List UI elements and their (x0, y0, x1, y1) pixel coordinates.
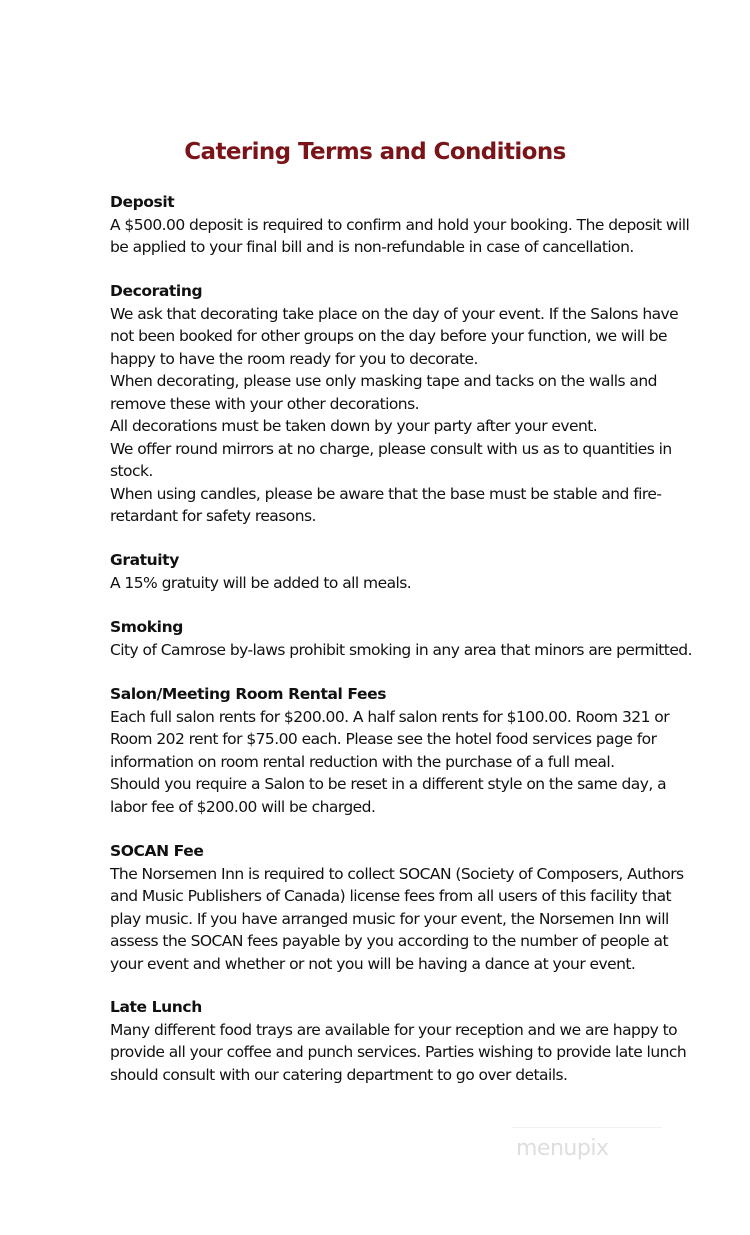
section-line: We offer round mirrors at no charge, please consult with us as to quantities in (110, 439, 672, 458)
section-gratuity (110, 549, 645, 594)
section-line: City of Camrose by-laws prohibit smoking in any area that minors are permitted. (110, 640, 692, 659)
section-line: Many different food trays are available for your reception and we are happy to (110, 1020, 678, 1039)
section-line: Room 202 rent for $75.00 each. Please see the hotel food services page for (110, 730, 657, 748)
section-heading: SOCAN Fee (110, 842, 204, 860)
section-smoking (110, 616, 692, 661)
section-line: assess the SOCAN fees payable by you according to the number of people at (110, 932, 669, 950)
section-line: provide all your coffee and punch services. Parties wishing to provide late lunch (110, 1043, 687, 1061)
section-line: retardant for safety reasons. (110, 507, 316, 525)
section-line: When decorating, please use only masking tape and tacks on the walls and (110, 372, 657, 390)
section-decorating (110, 280, 679, 528)
section-heading: Late Lunch (110, 998, 202, 1016)
section-rental-fees (110, 683, 670, 818)
section-line: should consult with our catering department to go over details. (110, 1065, 568, 1084)
watermark-logo: menupix (516, 1136, 609, 1161)
section-heading: Deposit (110, 193, 175, 211)
section-line: When using candles, please be aware that the base must be stable and fire- (110, 484, 662, 503)
section-line: stock. (110, 462, 153, 480)
section-line: A $500.00 deposit is required to confirm and hold your booking. The deposit will (110, 215, 690, 234)
section-socan-fee (110, 840, 684, 975)
section-line: and Music Publishers of Canada) license fees from all users of this facility that (110, 887, 672, 905)
section-line: A 15% gratuity will be added to all meals. (110, 573, 412, 592)
section-line: play music. If you have arranged music for your event, the Norsemen Inn will (110, 909, 669, 928)
section-line: The Norsemen Inn is required to collect SOCAN (Society of Composers, Authors (110, 864, 684, 883)
section-heading: Smoking (110, 618, 183, 636)
section-line: not been booked for other groups on the day before your function, we will be (110, 327, 668, 345)
watermark-divider (512, 1127, 662, 1128)
section-line: labor fee of $200.00 will be charged. (110, 797, 376, 816)
section-line: We ask that decorating take place on the day of your event. If the Salons have (110, 304, 679, 323)
section-line: information on room rental reduction with the purchase of a full meal. (110, 752, 615, 771)
section-line: All decorations must be taken down by your party after your event. (110, 417, 598, 435)
section-line: Each full salon rents for $200.00. A half salon rents for $100.00. Room 321 or (110, 707, 670, 726)
section-heading: Decorating (110, 282, 203, 300)
section-line: your event and whether or not you will be having a dance at your event. (110, 954, 636, 973)
section-line: Should you require a Salon to be reset in a different style on the same day, a (110, 775, 667, 793)
section-heading: Salon/Meeting Room Rental Fees (110, 685, 387, 703)
page-title: Catering Terms and Conditions (184, 139, 566, 165)
section-deposit (110, 191, 690, 259)
section-line: remove these with your other decorations. (110, 394, 419, 413)
section-late-lunch (110, 996, 687, 1086)
section-line: happy to have the room ready for you to decorate. (110, 349, 478, 368)
section-heading: Gratuity (110, 551, 179, 569)
section-line: be applied to your final bill and is non-refundable in case of cancellation. (110, 238, 634, 256)
